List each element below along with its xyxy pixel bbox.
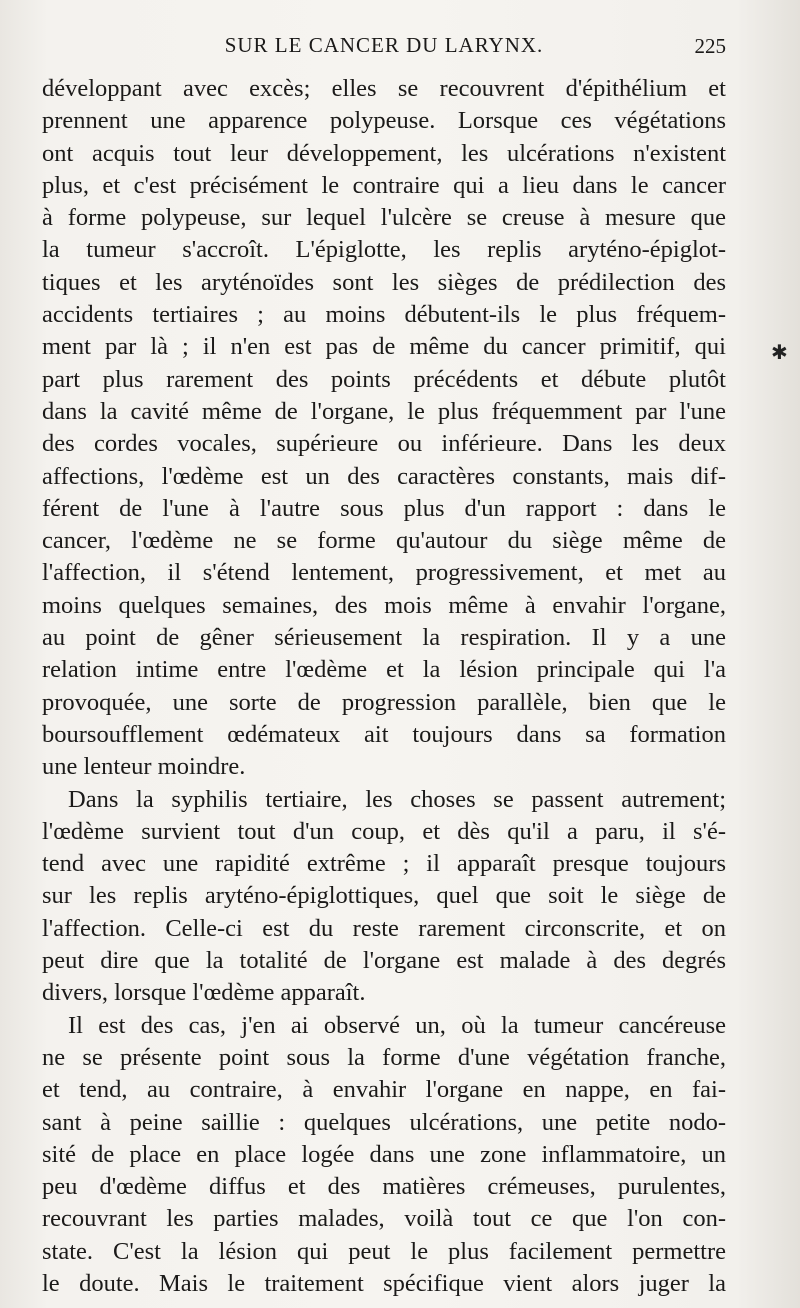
text-line: le doute. Mais le traitement spécifique vient alors juger la [42,1269,726,1297]
paragraph-2 [42,784,726,1010]
text-line: la tumeur s'accroît. L'épiglotte, les replis aryténo-épiglot- [42,236,726,264]
text-line: accidents tertiaires ; au moins débutent-ils le plus fréquem- [42,301,726,329]
text-line: sité de place en place logée dans une zone inflammatoire, un [42,1140,726,1168]
running-head [42,33,726,65]
text-line: ont acquis tout leur développement, les ulcérations n'existent [42,139,726,167]
margin-ink-mark-icon: ✱ [771,340,788,364]
text-line: tiques et les aryténoïdes sont les sièges de prédilection des [42,268,726,296]
text-line: plus, et c'est précisément le contraire qui a lieu dans le cancer [42,171,726,199]
text-line: peut dire que la totalité de l'organe est malade à des degrés [42,947,726,975]
text-line: provoquée, une sorte de progression parallèle, bien que le [42,688,726,716]
text-line: part plus rarement des points précédents et débute plutôt [42,365,726,393]
text-line: l'affection. Celle-ci est du reste rarement circonscrite, et on [42,914,726,942]
text-line: au point de gêner sérieusement la respiration. Il y a une [42,624,726,652]
text-line: une lenteur moindre. [42,753,246,781]
text-line: développant avec excès; elles se recouvrent d'épithélium et [42,75,726,102]
text-line: boursoufflement œdémateux ait toujours dans sa formation [42,720,726,748]
text-line: l'affection, il s'étend lentement, progressivement, et met au [42,559,726,587]
text-line: Il est des cas, j'en ai observé un, où la tumeur cancéreuse [68,1011,726,1039]
text-line: et tend, au contraire, à envahir l'organe en nappe, en fai- [42,1076,726,1104]
text-line: divers, lorsque l'œdème apparaît. [42,979,366,1007]
body-text [42,73,726,1300]
text-line: moins quelques semaines, des mois même à envahir l'organe, [42,591,726,619]
text-line: cancer, l'œdème ne se forme qu'autour du siège même de [42,527,726,555]
text-line: des cordes vocales, supérieure ou inférieure. Dans les deux [42,430,726,458]
text-line: peu d'œdème diffus et des matières crémeuses, purulentes, [42,1173,726,1201]
text-line: relation intime entre l'œdème et la lésion principale qui l'a [42,656,726,684]
running-head-title: SUR LE CANCER DU LARYNX. [224,33,544,57]
text-line: prennent une apparence polypeuse. Lorsque ces végétations [42,107,726,135]
text-line: sur les replis aryténo-épiglottiques, quel que soit le siège de [42,882,726,910]
text-line: state. C'est la lésion qui peut le plus facilement permettre [42,1237,726,1265]
text-line: l'œdème survient tout d'un coup, et dès qu'il a paru, il s'é- [42,817,726,845]
text-line: ne se présente point sous la forme d'une végétation franche, [42,1043,726,1071]
text-line: dans la cavité même de l'organe, le plus fréquemment par l'une [42,397,726,425]
text-line: sant à peine saillie : quelques ulcérations, une petite nodo- [42,1108,726,1136]
text-line: tend avec une rapidité extrême ; il apparaît presque toujours [42,850,726,878]
text-line: ment par là ; il n'en est pas de même du cancer primitif, qui [42,333,726,361]
page-number: 225 [694,34,726,58]
text-line: à forme polypeuse, sur lequel l'ulcère se creuse à mesure que [42,204,726,232]
paragraph-3 [42,1010,726,1301]
text-line: recouvrant les parties malades, voilà tout ce que l'on con- [42,1205,726,1233]
text-line: Dans la syphilis tertiaire, les choses se passent autrement; [68,785,726,813]
text-line: férent de l'une à l'autre sous plus d'un rapport : dans le [42,494,726,522]
text-line: affections, l'œdème est un des caractères constants, mais dif- [42,462,726,490]
paragraph-1 [42,73,726,784]
